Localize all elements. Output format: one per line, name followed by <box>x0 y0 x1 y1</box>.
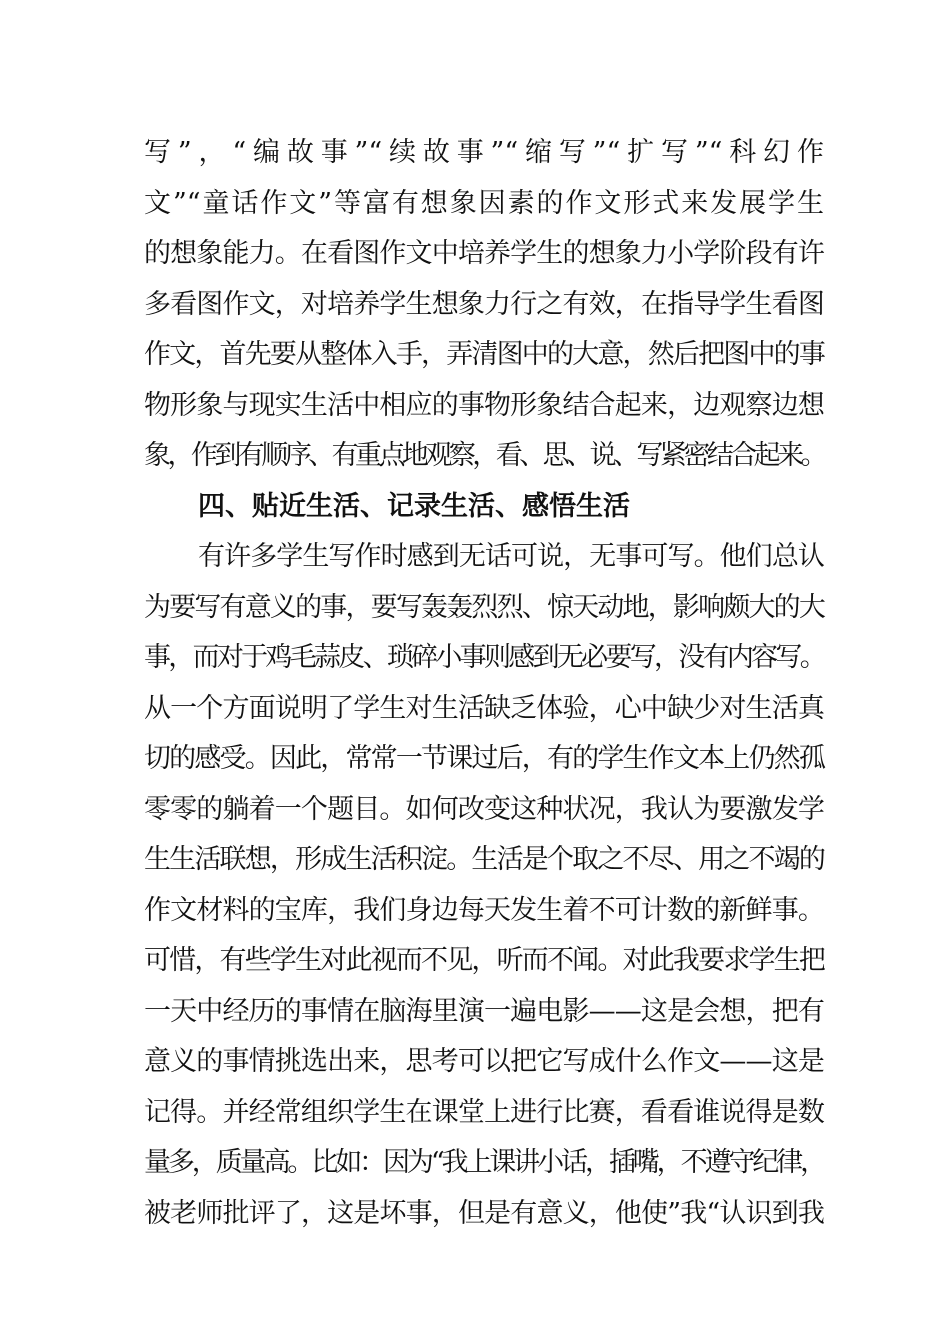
text-line: 文”“童话作文”等富有想象因素的作文形式来发展学生 <box>144 187 824 219</box>
text-line: 被老师批评了，这是坏事，但是有意义，他使”我“认识到我 <box>144 1197 824 1229</box>
text-line: 物形象与现实生活中相应的事物形象结合起来，边观察边想 <box>144 389 824 421</box>
text-line: 零零的躺着一个题目。如何改变这种状况，我认为要激发学 <box>144 793 824 825</box>
text-line: 记得。并经常组织学生在课堂上进行比赛，看看谁说得是数 <box>144 1096 824 1128</box>
text-line: 的想象能力。在看图作文中培养学生的想象力小学阶段有许 <box>144 238 824 269</box>
text-line: 切的感受。因此，常常一节课过后，有的学生作文本上仍然孤 <box>144 743 824 774</box>
text-line: 量多，质量高。比如：因为“我上课讲小话，插嘴，不遵守纪律， <box>144 1147 824 1178</box>
text-line: 作文材料的宝库，我们身边每天发生着不可计数的新鲜事。 <box>144 894 824 926</box>
text-line: 可惜，有些学生对此视而不见，听而不闻。对此我要求学生把 <box>144 945 824 976</box>
text-line: 意义的事情挑选出来，思考可以把它写成什么作文——这是 <box>144 1046 824 1077</box>
text-line: 作文，首先要从整体入手，弄清图中的大意，然后把图中的事 <box>144 339 824 370</box>
text-line: 有许多学生写作时感到无话可说，无事可写。他们总认 <box>198 541 824 572</box>
text-line: 象，作到有顺序、有重点地观察，看、思、说、写紧密结合起来。 <box>144 440 824 471</box>
text-line: 事，而对于鸡毛蒜皮、琐碎小事则感到无必要写，没有内容写。 <box>144 642 824 673</box>
text-line: 为要写有意义的事，要写轰轰烈烈、惊天动地，影响颇大的大 <box>144 591 824 623</box>
text-line: 一天中经历的事情在脑海里演一遍电影——这是会想，把有 <box>144 995 824 1027</box>
text-line: 生生活联想，形成生活积淀。生活是个取之不尽、用之不竭的 <box>144 844 824 875</box>
paragraph-imagination <box>144 128 824 482</box>
text-line: 写”，“编故事”“续故事”“缩写”“扩写”“科幻作 <box>144 137 824 168</box>
paragraph-life <box>144 532 824 1239</box>
text-line: 多看图作文，对培养学生想象力行之有效，在指导学生看图 <box>144 288 824 320</box>
document-body <box>144 128 824 1239</box>
section-heading: 四、贴近生活、记录生活、感悟生活 <box>198 490 630 522</box>
text-line: 从一个方面说明了学生对生活缺乏体验，心中缺少对生活真 <box>144 692 824 724</box>
